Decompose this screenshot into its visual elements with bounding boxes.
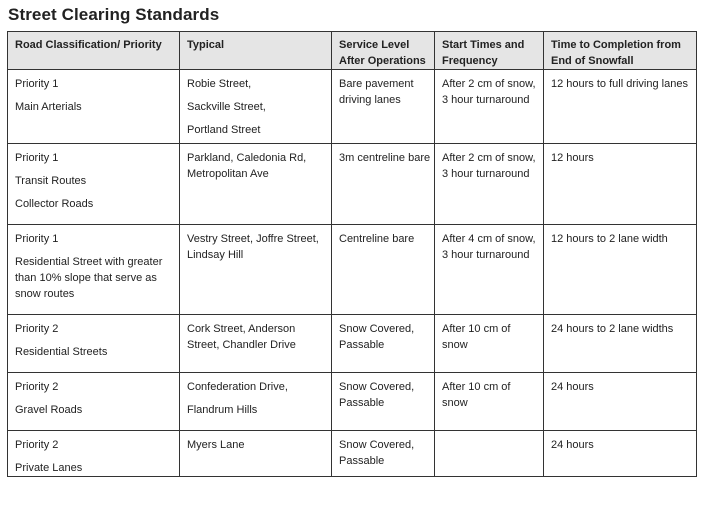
start-times-cell: After 2 cm of snow, 3 hour turnaround bbox=[435, 144, 544, 225]
classification-cell: Priority 2 Gravel Roads bbox=[8, 373, 180, 431]
classification-cell: Priority 1 Residential Street with greater than 10% slope that serve as snow routes bbox=[8, 225, 180, 315]
service-level-cell: Bare pavement driving lanes bbox=[332, 70, 435, 144]
service-level-cell: Centreline bare bbox=[332, 225, 435, 315]
service-level-cell: 3m centreline bare bbox=[332, 144, 435, 225]
header-start-times: Start Times and Frequency bbox=[435, 32, 544, 70]
table-row bbox=[8, 70, 697, 144]
typical-cell: Vestry Street, Joffre Street, Lindsay Hill bbox=[180, 225, 332, 315]
start-times-cell bbox=[435, 431, 544, 477]
table-row bbox=[8, 431, 697, 477]
table-header-row bbox=[8, 32, 697, 70]
table-row bbox=[8, 373, 697, 431]
completion-cell: 24 hours to 2 lane widths bbox=[544, 315, 697, 373]
typical-cell: Myers Lane bbox=[180, 431, 332, 477]
start-times-cell: After 10 cm of snow bbox=[435, 373, 544, 431]
service-level-cell: Snow Covered, Passable bbox=[332, 373, 435, 431]
start-times-cell: After 2 cm of snow, 3 hour turnaround bbox=[435, 70, 544, 144]
typical-cell: Cork Street, Anderson Street, Chandler Drive bbox=[180, 315, 332, 373]
table-row bbox=[8, 225, 697, 315]
completion-cell: 12 hours bbox=[544, 144, 697, 225]
typical-cell: Confederation Drive, Flandrum Hills bbox=[180, 373, 332, 431]
start-times-cell: After 4 cm of snow, 3 hour turnaround bbox=[435, 225, 544, 315]
header-classification: Road Classification/ Priority bbox=[8, 32, 180, 70]
completion-cell: 24 hours bbox=[544, 431, 697, 477]
header-service-level: Service Level After Operations bbox=[332, 32, 435, 70]
typical-cell: Parkland, Caledonia Rd, Metropolitan Ave bbox=[180, 144, 332, 225]
service-level-cell: Snow Covered, Passable bbox=[332, 431, 435, 477]
classification-cell: Priority 1 Transit Routes Collector Roads bbox=[8, 144, 180, 225]
header-completion: Time to Completion from End of Snowfall bbox=[544, 32, 697, 70]
start-times-cell: After 10 cm of snow bbox=[435, 315, 544, 373]
service-level-cell: Snow Covered, Passable bbox=[332, 315, 435, 373]
completion-cell: 12 hours to full driving lanes bbox=[544, 70, 697, 144]
typical-cell: Robie Street, Sackville Street, Portland Street bbox=[180, 70, 332, 144]
table-row bbox=[8, 144, 697, 225]
classification-cell: Priority 1 Main Arterials bbox=[8, 70, 180, 144]
classification-cell: Priority 2 Residential Streets bbox=[8, 315, 180, 373]
table-row bbox=[8, 315, 697, 373]
completion-cell: 12 hours to 2 lane width bbox=[544, 225, 697, 315]
page-title: Street Clearing Standards bbox=[8, 5, 220, 24]
street-clearing-table bbox=[7, 31, 697, 477]
classification-cell: Priority 2 Private Lanes bbox=[8, 431, 180, 477]
header-typical: Typical bbox=[180, 32, 332, 70]
completion-cell: 24 hours bbox=[544, 373, 697, 431]
